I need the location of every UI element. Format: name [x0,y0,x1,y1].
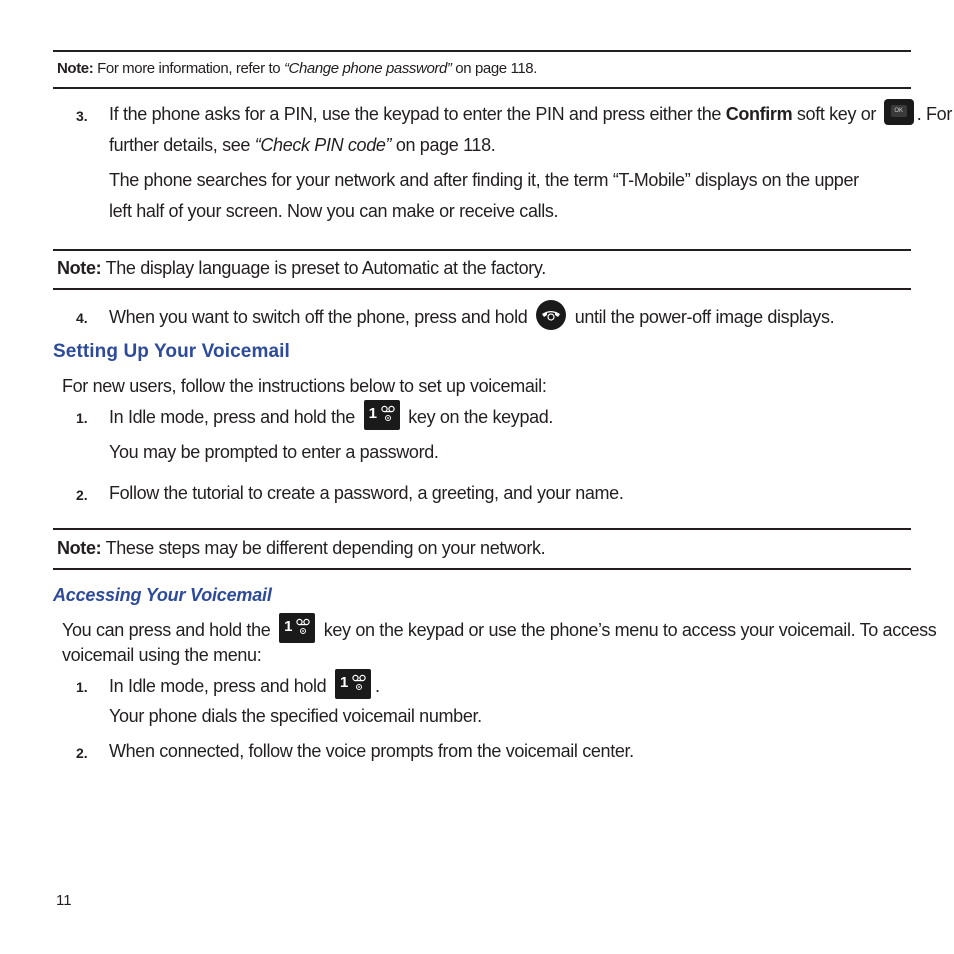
note-change-password [57,60,537,78]
change-password-link[interactable]: “Change phone password” [283,60,452,77]
setup-step-1-sub: You may be prompted to enter a password. [109,442,439,462]
step-text: key on the keypad. [403,406,554,427]
section-heading-setup-voicemail: Setting Up Your Voicemail [53,341,290,362]
step-3-para-line-1: The phone searches for your network and after finding it, the term “T-Mobile” displays on the upper [109,170,859,190]
step-text: . For [916,104,952,124]
access-intro-line-2: voicemail using the menu: [62,645,262,665]
step-text: When you want to switch off the phone, press and hold [109,306,533,327]
step-text: If the phone asks for a PIN, use the keypad to enter the PIN and press either the [109,104,726,124]
step-number: 2. [76,487,88,503]
ok-key-icon [884,99,914,125]
note-top-rule [53,528,911,530]
step-4-text [109,306,834,330]
access-intro-line-1 [62,619,936,643]
step-3-para-line-2: left half of your screen. Now you can make or receive calls. [109,201,559,221]
note-text: The display language is preset to Automatic at the factory. [105,258,546,278]
step-text: until the power-off image displays. [570,306,835,327]
step-3-line-1 [109,104,952,125]
note-bottom-rule [53,288,911,290]
end-power-key-icon [536,300,566,330]
note-bottom-rule [53,568,911,570]
step-text: on page 118. [391,135,496,155]
step-text: soft key or [792,104,881,124]
note-display-language [57,258,546,278]
note-label: Note: [57,538,102,558]
step-3-line-2 [109,135,495,155]
voicemail-key-icon [279,613,315,643]
voicemail-key-icon [335,669,371,699]
access-step-2: When connected, follow the voice prompts from the voicemail center. [109,741,634,761]
step-number: 1. [76,410,88,426]
page-number: 11 [56,892,72,909]
setup-intro: For new users, follow the instructions below to set up voicemail: [62,376,547,396]
voicemail-key-icon [364,400,400,430]
access-step-1 [109,675,380,699]
intro-text: key on the keypad or use the phone’s menu to access your voicemail. To access [319,619,937,640]
note-text: For more information, refer to [97,60,284,77]
note-text: These steps may be different depending on your network. [105,538,546,558]
step-number: 3. [76,108,88,124]
note-bottom-rule [53,87,911,89]
intro-text: You can press and hold the [62,619,276,640]
note-top-rule [53,50,911,52]
step-text: . [375,675,380,696]
step-text: In Idle mode, press and hold [109,675,331,696]
note-label: Note: [57,60,94,77]
section-heading-accessing-voicemail: Accessing Your Voicemail [53,585,272,605]
note-top-rule [53,249,911,251]
key-one-label: 1 [340,674,349,691]
check-pin-code-link[interactable]: “Check PIN code” [254,135,392,155]
key-one-label: 1 [368,405,377,422]
confirm-softkey-label: Confirm [725,104,793,124]
step-number: 2. [76,745,88,761]
note-text: on page 118. [451,60,537,77]
access-step-1-sub: Your phone dials the specified voicemail number. [109,706,482,726]
setup-step-1 [109,406,553,430]
key-one-label: 1 [284,618,293,635]
step-text: In Idle mode, press and hold the [109,406,360,427]
note-network-steps [57,538,545,558]
step-number: 4. [76,310,88,326]
ok-key-label: OK [891,105,907,117]
step-text: further details, see [109,135,255,155]
note-label: Note: [57,258,102,278]
setup-step-2: Follow the tutorial to create a password, a greeting, and your name. [109,483,624,503]
step-number: 1. [76,679,88,695]
